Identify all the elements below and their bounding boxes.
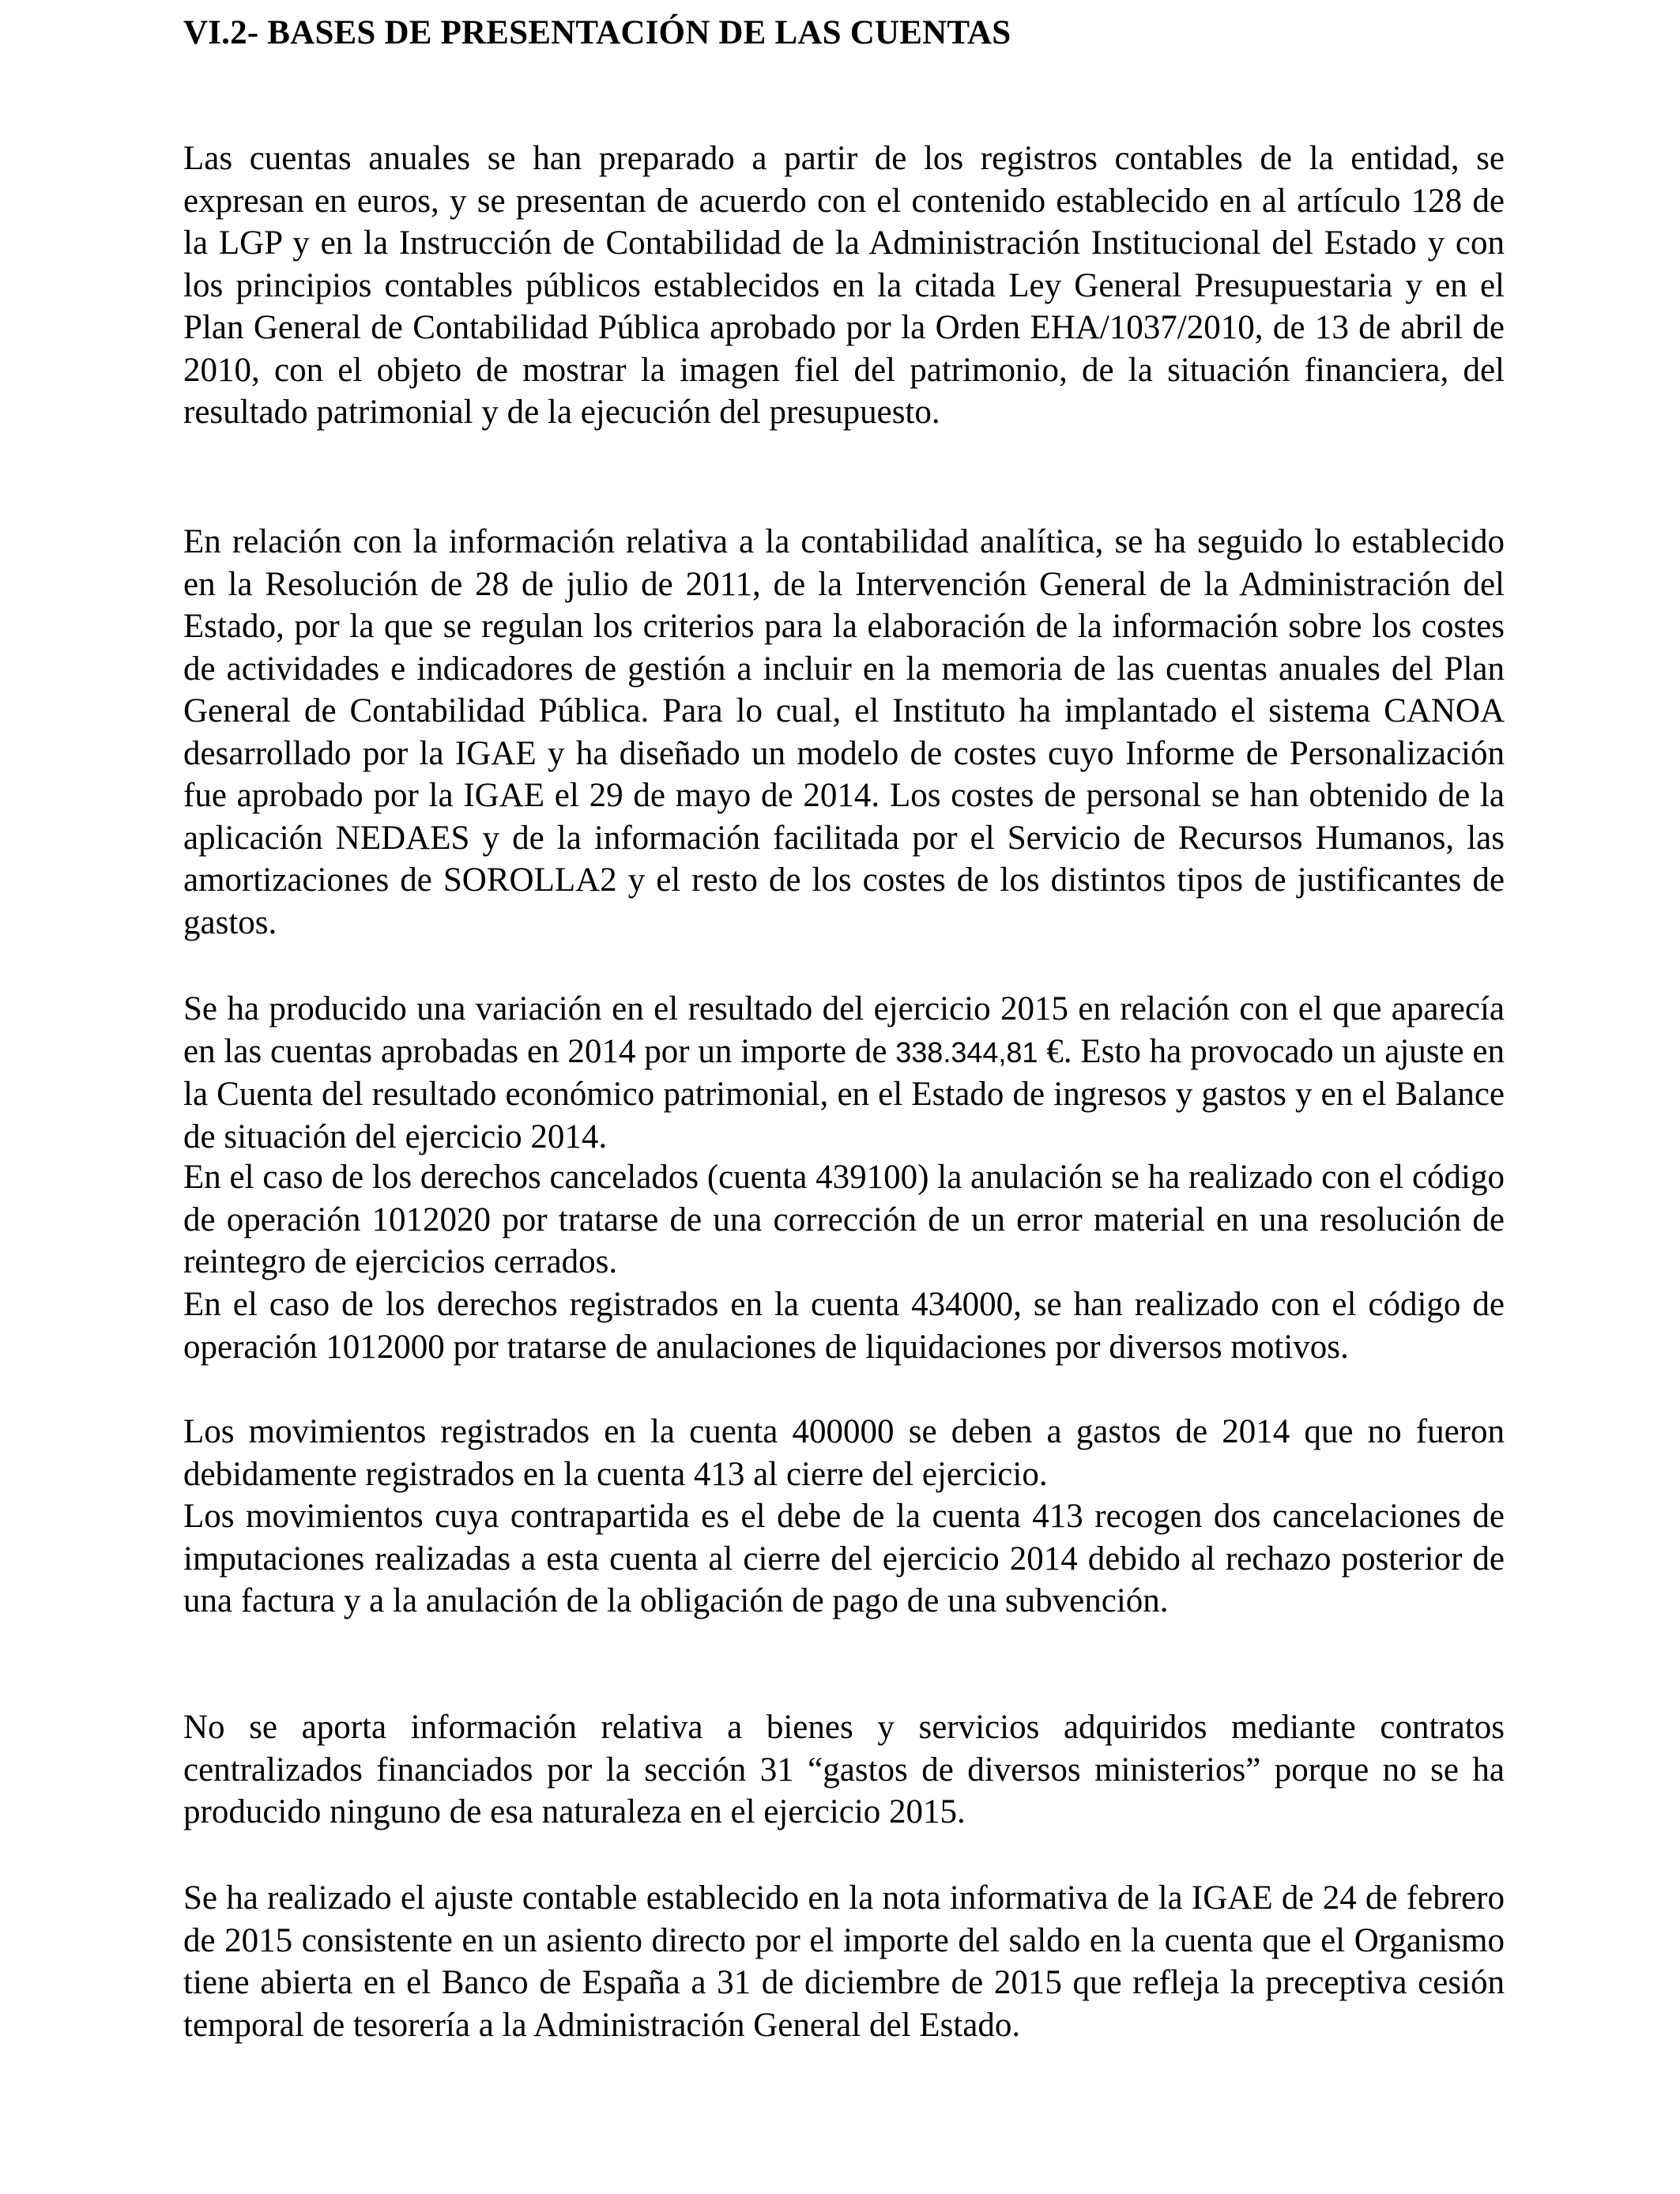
paragraph-cancelled-rights: En el caso de los derechos cancelados (cuenta 439100) la anulación se ha realizado con el código de operación 1012020 por tratarse de una corrección de un error material en una resolución de reintegro de ejercicios cerrados. <box>183 1159 1505 1280</box>
variation-amount: 338.344,81 <box>895 1035 1038 1069</box>
section-title: VI.2- BASES DE PRESENTACIÓN DE LAS CUENTAS <box>183 14 1011 51</box>
paragraph-result-variation <box>183 988 1505 1158</box>
document-page <box>183 0 1505 2194</box>
paragraph-treasury-adjustment: Se ha realizado el ajuste contable establecido en la nota informativa de la IGAE de 24 de febrero de 2015 consistente en un asiento directo por el importe del saldo en la cuenta que el Organismo tiene abierta en el Banco de España a 31 de diciembre de 2015 que refleja la preceptiva cesión temporal de tesorería a la Administración General del Estado. <box>183 1879 1505 2044</box>
paragraph-centralized-contracts: No se aporta información relativa a bienes y servicios adquiridos mediante contratos centralizados financiados por la sección 31 “gastos de diversos ministerios” porque no se ha producido ninguno de esa naturaleza en el ejercicio 2015. <box>183 1709 1505 1830</box>
paragraph-analytic-accounting: En relación con la información relativa a la contabilidad analítica, se ha seguido lo establecido en la Resolución de 28 de julio de 2011, de la Intervención General de la Administración del Estado, por la que se regulan los criterios para la elaboración de la información sobre los costes de actividades e indicadores de gestión a incluir en la memoria de las cuentas anuales del Plan General de Contabilidad Pública. Para lo cual, el Instituto ha implantado el sistema CANOA desarrollado por la IGAE y ha diseñado un modelo de costes cuyo Informe de Personalización fue aprobado por la IGAE el 29 de mayo de 2014. Los costes de personal se han obtenido de la aplicación NEDAES y de la información facilitada por el Servicio de Recursos Humanos, las amortizaciones de SOROLLA2 y el resto de los costes de los distintos tipos de justificantes de gastos. <box>183 523 1505 941</box>
paragraph-accounts-basis: Las cuentas anuales se han preparado a partir de los registros contables de la entidad, se expresan en euros, y se presentan de acuerdo con el contenido establecido en al artículo 128 de la LGP y en la Instrucción de Contabilidad de la Administración Institucional del Estado y con los principios contables públicos establecidos en la citada Ley General Presupuestaria y en el Plan General de Contabilidad Pública aprobado por la Orden EHA/1037/2010, de 13 de abril de 2010, con el objeto de mostrar la imagen fiel del patrimonio, de la situación financiera, del resultado patrimonial y de la ejecución del presupuesto. <box>183 140 1505 431</box>
paragraph-registered-rights: En el caso de los derechos registrados en la cuenta 434000, se han realizado con el código de operación 1012000 por tratarse de anulaciones de liquidaciones por diversos motivos. <box>183 1286 1505 1366</box>
paragraph-account-413: Los movimientos cuya contrapartida es el debe de la cuenta 413 recogen dos cancelaciones de imputaciones realizadas a esta cuenta al cierre del ejercicio 2014 debido al rechazo posterior de una factura y a la anulación de la obligación de pago de una subvención. <box>183 1498 1505 1619</box>
paragraph-account-400000: Los movimientos registrados en la cuenta 400000 se deben a gastos de 2014 que no fueron debidamente registrados en la cuenta 413 al cierre del ejercicio. <box>183 1413 1505 1493</box>
paragraph-result-variation-end: €. Esto ha provocado un ajuste en la Cuenta del resultado económico patrimonial, en el Estado de ingresos y gastos y en el Balance de situación del ejercicio 2014. <box>183 1032 1505 1155</box>
paragraph-result-variation-start: Se ha producido una variación en el resultado del ejercicio 2015 en relación con el que aparecía en las cuentas aprobadas en 2014 por un importe de <box>183 990 1505 1070</box>
